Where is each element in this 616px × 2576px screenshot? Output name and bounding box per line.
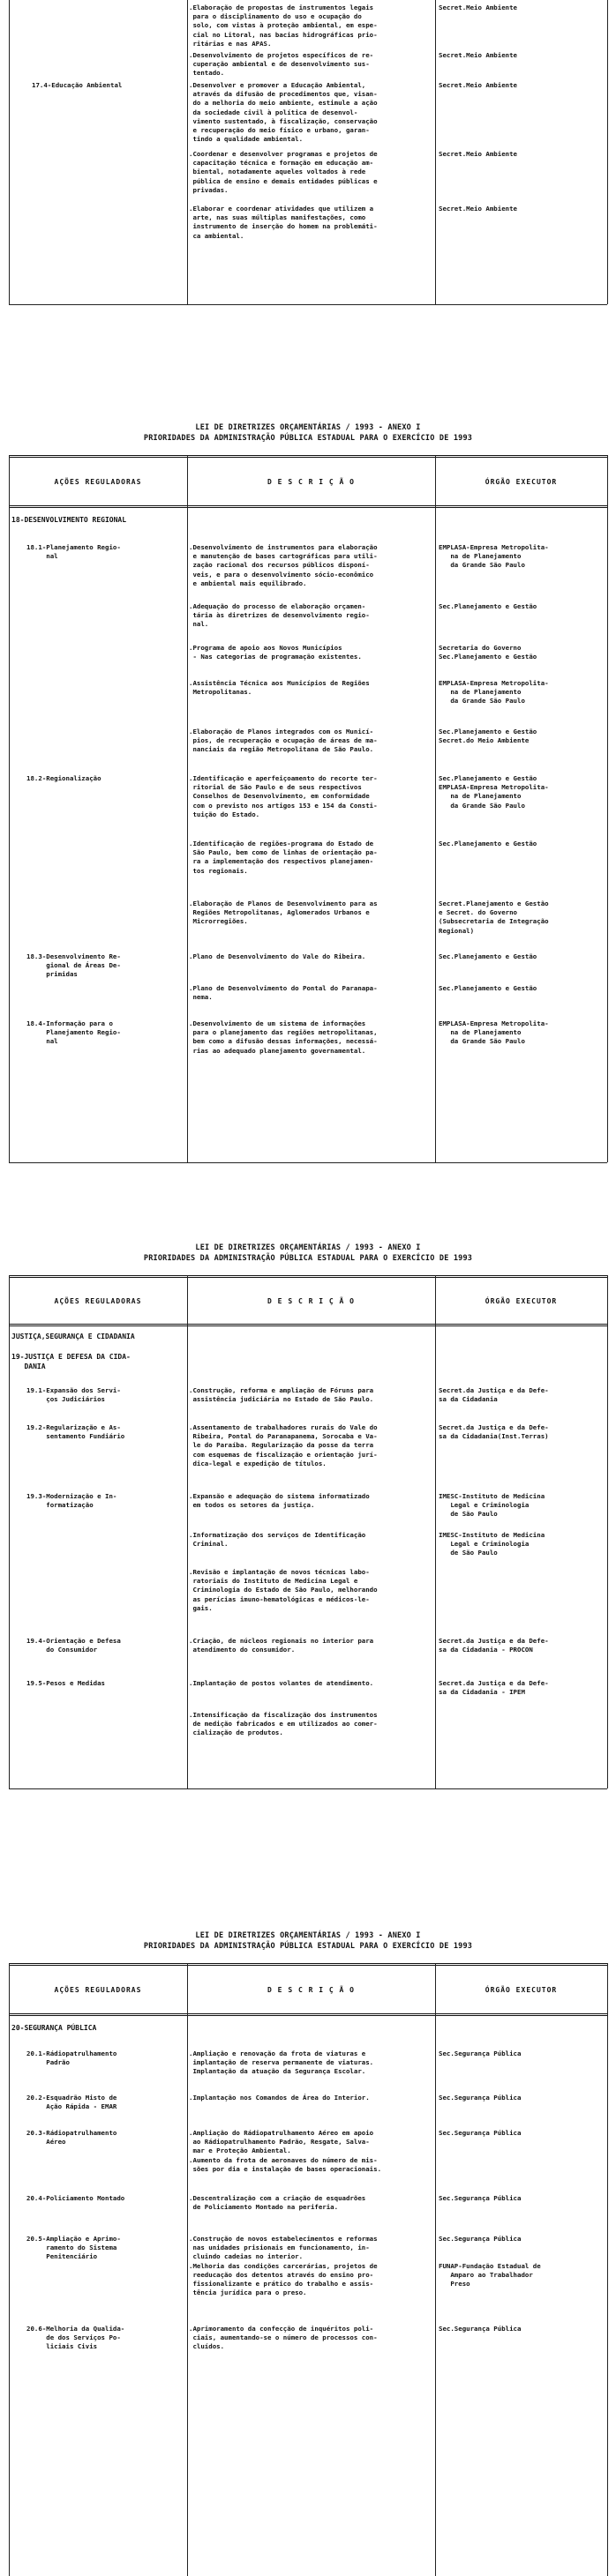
description-cell: .Aprimoramento da confecção de inquéritos poli- ciais, aumentando-se o número de processos con- cluídos. [189,2325,378,2351]
description-cell: .Ampliação do Rádiopatrulhamento Aéreo em apoio ao Rádiopatrulhamento Padrão, Resgate, Salva- mar e Proteção Ambiental. .Aumento da frota de aeronaves do número de mis- sões por dia e instalação de bases operacionais. [189,2129,382,2173]
header-acoes: AÇÕES REGULADORAS [54,477,142,486]
executor-cell: Secret.Meio Ambiente [439,4,517,11]
executor-cell: Sec.Planejamento e Gestão Secret.do Meio Ambiente [439,728,537,745]
description-cell: .Desenvolvimento de um sistema de informações para o planejamento das regiões metropolitanas, bem como a difusão dessas informações, necessá- rias ao adequado planejamento governamental. [189,1019,378,1055]
table-bottom-line [9,304,607,305]
executor-cell: Secret.Meio Ambiente [439,150,517,158]
description-cell: .Revisão e implantação de novos técnicas labo- ratoriais do Instituto de Medicina Legal e Criminologia do Estado de São Paulo, melhorando as perícias imuno-hematológicas e médicos-le- gais. [189,1568,378,1612]
executor-cell: Sec.Segurança Pública [439,2325,522,2333]
executor-cell: Secret.da Justiça e da Defe- sa da Cidadania(Inst.Terras) [439,1423,549,1441]
action-label: 20.4-Policiamento Montado [26,2194,125,2202]
col-divider [9,455,10,1162]
description-cell: .Plano de Desenvolvimento do Pontal do Paranapa- nema. [189,984,378,1002]
description-cell: .Elaboração de propostas de instrumentos legais para o disciplinamento do uso e ocupação do solo, com vistas à proteção ambiental, em espe- cial no Litoral, nas bacias hidrográficas prio- ritárias e nas APAS. [189,4,378,48]
page-subtitle: PRIORIDADES DA ADMINISTRAÇÃO PÚBLICA ESTADUAL PARA O EXERCÍCIO DE 1993 [143,1942,473,1951]
table-header [9,455,607,508]
executor-cell: EMPLASA-Empresa Metropolita- na de Planejamento da Grande São Paulo [439,543,549,570]
description-cell: .Ampliação e renovação da frota de viaturas e implantação de reserva permanente de viaturas. Implantação da atuação da Segurança Escolar. [189,2050,374,2076]
action-label: 18.3-Desenvolvimento Re- gional de Áreas De- primidas [26,952,121,979]
group-heading: 18-DESENVOLVIMENTO REGIONAL [11,516,127,524]
table-header [9,1275,607,1326]
col-divider [187,1275,188,1788]
description-cell: .Expansão e adequação do sistema informatizado em todos os setores da justiça. [189,1492,370,1510]
description-cell: .Intensificação da fiscalização dos instrumentos de medição fabricados e em utilizados ao comer- cialização de produtos. [189,1711,378,1737]
executor-cell: Sec.Segurança Pública [439,2194,522,2202]
description-cell: .Desenvolvimento de instrumentos para elaboração e manutenção de bases cartográficas para utili- zação racional dos recursos públicos disponí- veis, e para o desenvolvimento sócio-econômico e ambiental mais equilibrado. [189,543,378,587]
table-bottom-line [9,1162,607,1163]
action-label: 19.2-Regularização e As- sentamento Fundiário [26,1423,125,1441]
description-cell: .Construção, reforma e ampliação de Fóruns para assistência judiciária no Estado de São Paulo. [189,1386,374,1404]
col-divider [9,1275,10,1788]
description-cell: .Plano de Desenvolvimento do Vale do Ribeira. [189,952,366,960]
executor-cell: EMPLASA-Empresa Metropolita- na de Planejamento da Grande São Paulo [439,1019,549,1046]
executor-cell: EMPLASA-Empresa Metropolita- na de Planejamento da Grande São Paulo [439,679,549,706]
action-label: 18.4-Informação para o Planejamento Regio- nal [26,1019,121,1046]
description-cell: .Construção de novos estabelecimentos e reformas nas unidades prisionais em funcionamento, in- cluindo cadeias no interior. .Melhoria das condições carcerárias, projetos de reeducação dos detentos através do ensino pro- fissionalizante e prático do trabalho e assis- tência jurídica para o preso. [189,2235,378,2297]
description-cell: .Elaboração de Planos integrados com os Municí- pios, de recuperação e ocupação de áreas de ma- nanciais da região Metropolitana de São Paulo. [189,728,378,754]
page-environment [0,0,616,317]
page-title: LEI DE DIRETRIZES ORÇAMENTÁRIAS / 1993 - ANEXO I [195,1243,421,1252]
executor-cell: Secret.Meio Ambiente [439,81,517,89]
page-subtitle: PRIORIDADES DA ADMINISTRAÇÃO PÚBLICA ESTADUAL PARA O EXERCÍCIO DE 1993 [143,434,473,443]
page-regional [0,423,616,1217]
header-descricao: D E S C R I Ç Ã O [267,1985,355,1994]
group-heading: JUSTIÇA,SEGURANÇA E CIDADANIA [11,1333,135,1340]
executor-cell: Sec.Segurança Pública [439,2094,522,2102]
description-cell: .Programa de apoio aos Novos Municípios - Nas categorias de programação existentes. [189,644,362,661]
executor-cell: Sec.Planejamento e Gestão [439,840,537,847]
action-label: 20.5-Ampliação e Aprimo- ramento do Sistema Penitenciário [26,2235,121,2261]
page-justice [0,1243,616,1861]
description-cell: .Implantação de postos volantes de atendimento. [189,1679,374,1687]
executor-cell: Sec.Segurança Pública [439,2129,522,2137]
header-descricao: D E S C R I Ç Ã O [267,477,355,486]
action-label: 19.3-Modernização e In- formatização [26,1492,117,1510]
action-label: 17.4-Educação Ambiental [32,81,123,89]
page-subtitle: PRIORIDADES DA ADMINISTRAÇÃO PÚBLICA ESTADUAL PARA O EXERCÍCIO DE 1993 [143,1254,473,1263]
col-divider [9,1963,10,2576]
header-descricao: D E S C R I Ç Ã O [267,1296,355,1305]
description-cell: .Identificação e aperfeiçoamento do recorte ter- ritorial de São Paulo e de seus respectivos Conselhos de Desenvolvimento, em conformidade com o previsto nos artigos 153 e 154 da Consti- tuição do Estado. [189,774,378,818]
executor-cell: Secret.da Justiça e da Defe- sa da Cidadania - PROCON [439,1637,549,1654]
table-bottom-line [9,1788,607,1789]
col-divider [9,0,10,304]
description-cell: .Elaborar e coordenar atividades que utilizem a arte, nas suas múltiplas manifestações, como instrumento de inserção do homem na problemáti- ca ambiental. [189,205,378,240]
description-cell: .Criação, de núcleos regionais no interior para atendimento do consumidor. [189,1637,374,1654]
action-label: 19.5-Pesos e Medidas [26,1679,105,1687]
description-cell: .Elaboração de Planos de Desenvolvimento para as Regiões Metropolitanas, Aglomerados Urbanos e Microrregiões. [189,900,378,926]
executor-cell: Sec.Planejamento e Gestão [439,952,537,960]
executor-cell: Secret.da Justiça e da Defe- sa da Cidadania [439,1386,549,1404]
col-divider [607,0,608,304]
description-cell: .Coordenar e desenvolver programas e projetos de capacitação técnica e formação em educação am- biental, notadamente aqueles voltados à rede pública de ensino e demais entidades públicas e privadas. [189,150,378,194]
col-divider [187,0,188,304]
header-orgao: ÓRGÃO EXECUTOR [485,477,558,486]
description-cell: .Assentamento de trabalhadores rurais do Vale do Ribeira, Pontal do Paranapanema, Sorocaba e Va- le do Paraíba. Regularização da posse da terra com esquemas de fiscalização e orientação jurí- dica-legal e expedição de títulos. [189,1423,378,1467]
executor-cell: Secret.Planejamento e Gestão e Secret. do Governo (Subsecretaria de Integração Regional) [439,900,549,935]
executor-cell: Sec.Segurança Pública [439,2050,522,2057]
executor-cell: Sec.Planejamento e Gestão EMPLASA-Empresa Metropolita- na de Planejamento da Grande São Paulo [439,774,549,810]
action-label: 20.6-Melhoria da Qualida- de dos Serviços Po- liciais Civis [26,2325,125,2351]
col-divider [435,0,436,304]
executor-cell: Secret.Meio Ambiente [439,51,517,59]
action-label: 20.2-Esquadrão Misto de Ação Rápida - EMAR [26,2094,117,2111]
group-heading: 20-SEGURANÇA PÚBLICA [11,2024,97,2032]
executor-cell: IMESC-Instituto de Medicina Legal e Criminologia de São Paulo [439,1492,545,1519]
description-cell: .Informatização dos serviços de Identificação Criminal. [189,1531,366,1549]
header-orgao: ÓRGÃO EXECUTOR [485,1296,558,1305]
col-divider [187,455,188,1162]
action-label: 18.2-Regionalização [26,774,101,782]
header-acoes: AÇÕES REGULADORAS [54,1985,142,1994]
action-label: 18.1-Planejamento Regio- nal [26,543,121,561]
col-divider [187,1963,188,2576]
table-header [9,1963,607,2016]
description-cell: .Adequação do processo de elaboração orçamen- tária às diretrizes de desenvolvimento regio- nal. [189,602,370,629]
page-security [0,1931,616,2576]
subgroup-heading: 19-JUSTIÇA E DEFESA DA CIDA- DANIA [11,1353,131,1370]
executor-cell: Secret.da Justiça e da Defe- sa da Cidadania - IPEM [439,1679,549,1697]
col-divider [435,1275,436,1788]
action-label: 20.1-Rádiopatrulhamento Padrão [26,2050,117,2067]
executor-cell: Sec.Planejamento e Gestão [439,984,537,992]
col-divider [607,1275,608,1788]
header-orgao: ÓRGÃO EXECUTOR [485,1985,558,1994]
col-divider [435,455,436,1162]
executor-cell: Secret.Meio Ambiente [439,205,517,213]
executor-cell: Sec.Planejamento e Gestão [439,602,537,610]
description-cell: .Implantação nos Comandos de Área do Interior. [189,2094,370,2102]
action-label: 19.1-Expansão dos Servi- ços Judiciários [26,1386,121,1404]
description-cell: .Descentralização com a criação de esquadrões de Policiamento Montado na periferia. [189,2194,366,2212]
executor-cell: Sec.Segurança Pública FUNAP-Fundação Estadual de Amparo ao Trabalhador Preso [439,2235,541,2289]
col-divider [607,455,608,1162]
action-label: 20.3-Rádiopatrulhamento Aéreo [26,2129,117,2147]
executor-cell: IMESC-Instituto de Medicina Legal e Criminologia de São Paulo [439,1531,545,1557]
description-cell: .Desenvolvimento de projetos específicos de re- cuperação ambiental e de desenvolvimento sus- tentado. [189,51,374,78]
action-label: 19.4-Orientação e Defesa do Consumidor [26,1637,121,1654]
header-acoes: AÇÕES REGULADORAS [54,1296,142,1305]
description-cell: .Desenvolver e promover a Educação Ambiental, através da difusão de procedimentos que, visan- do a melhoria do meio ambiente, estimule a ação da sociedade civil à política de desenvol- vimento sustentado, à fiscalização, conservação e recuperação do meio físico e urbano, garan- tindo a qualidade ambiental. [189,81,378,144]
col-divider [607,1963,608,2576]
description-cell: .Identificação de regiões-programa do Estado de São Paulo, bem como de linhas de orientação pa- ra a implementação dos respectivos planejamen- tos regionais. [189,840,378,875]
executor-cell: Secretaria do Governo Sec.Planejamento e Gestão [439,644,537,661]
col-divider [435,1963,436,2576]
page-title: LEI DE DIRETRIZES ORÇAMENTÁRIAS / 1993 - ANEXO I [195,1931,421,1940]
page-title: LEI DE DIRETRIZES ORÇAMENTÁRIAS / 1993 - ANEXO I [195,423,421,432]
description-cell: .Assistência Técnica aos Municípios de Regiões Metropolitanas. [189,679,370,697]
